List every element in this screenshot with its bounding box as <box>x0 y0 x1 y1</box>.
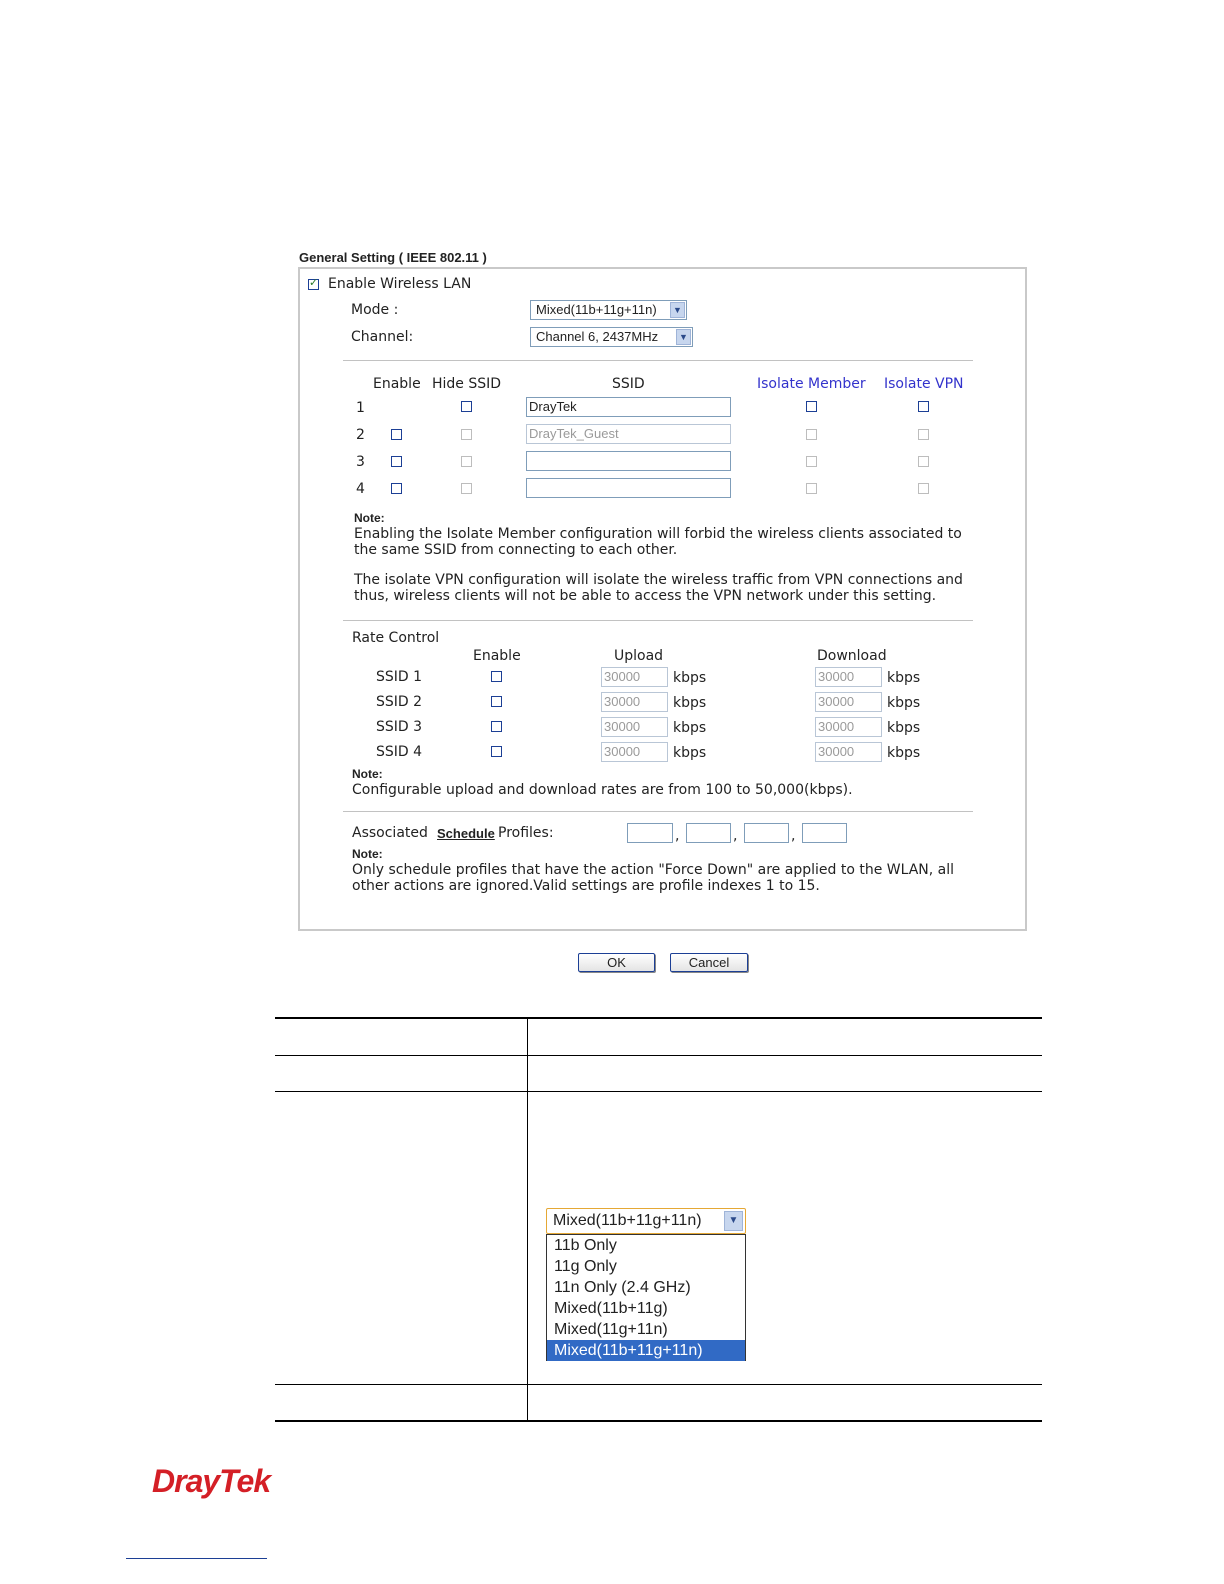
rate-header-upload: Upload <box>614 648 664 664</box>
download-input: 30000 <box>815 667 882 687</box>
schedule-profile-input-4[interactable] <box>802 823 847 843</box>
upload-input: 30000 <box>601 742 668 762</box>
ssid-row-index: 2 <box>356 427 365 443</box>
mode-dropdown-list <box>546 1234 746 1361</box>
note-text: the same SSID from connecting to each other. <box>354 542 678 558</box>
divider <box>343 620 973 621</box>
chevron-down-icon: ▼ <box>724 1211 743 1231</box>
note-heading: Note: <box>352 767 383 781</box>
rate-enable-checkbox[interactable] <box>491 721 502 732</box>
enable-wireless-lan-checkbox[interactable] <box>308 279 319 290</box>
ssid-header-ssid: SSID <box>612 376 645 392</box>
ssid-input[interactable] <box>526 451 731 471</box>
upload-input: 30000 <box>601 667 668 687</box>
chevron-down-icon: ▼ <box>670 302 685 318</box>
isolate-vpn-checkbox <box>918 429 929 440</box>
upload-unit: kbps <box>673 745 707 761</box>
note-heading: Note: <box>352 847 383 861</box>
isolate-member-checkbox <box>806 456 817 467</box>
draytek-logo: DrayTek <box>152 1463 271 1499</box>
download-input: 30000 <box>815 717 882 737</box>
dropdown-option[interactable]: 11b Only <box>554 1237 617 1254</box>
upload-unit: kbps <box>673 720 707 736</box>
note-text: Configurable upload and download rates are from 100 to 50,000(kbps). <box>352 782 853 798</box>
ssid-header-isolate-member: Isolate Member <box>757 376 866 392</box>
dropdown-option[interactable]: Mixed(11b+11g) <box>554 1300 668 1317</box>
isolate-vpn-checkbox <box>918 483 929 494</box>
dropdown-option-selected[interactable]: Mixed(11b+11g+11n) <box>547 1340 745 1361</box>
rate-header-enable: Enable <box>473 648 521 664</box>
ssid-header-isolate-vpn: Isolate VPN <box>884 376 964 392</box>
upload-input: 30000 <box>601 717 668 737</box>
enable-ssid-checkbox[interactable] <box>391 429 402 440</box>
note-text: other actions are ignored.Valid settings are profile indexes 1 to 15. <box>352 878 820 894</box>
rate-row-label: SSID 4 <box>376 744 423 760</box>
ssid-header-hide-ssid: Hide SSID <box>432 376 502 392</box>
upload-input: 30000 <box>601 692 668 712</box>
chevron-down-icon: ▼ <box>676 329 691 345</box>
rate-row-label: SSID 3 <box>376 719 423 735</box>
schedule-label-suffix: Profiles: <box>498 825 554 841</box>
channel-select[interactable] <box>530 327 693 347</box>
isolate-member-checkbox[interactable] <box>806 401 817 412</box>
ssid-row-index: 3 <box>356 454 365 470</box>
mode-select-value: Mixed(11b+11g+11n) <box>536 302 657 317</box>
rate-row-label: SSID 1 <box>376 669 423 685</box>
download-unit: kbps <box>887 670 921 686</box>
channel-label: Channel: <box>351 329 414 345</box>
schedule-profile-input-2[interactable] <box>686 823 731 843</box>
section-title: General Setting ( IEEE 802.11 ) <box>299 250 487 265</box>
download-input: 30000 <box>815 692 882 712</box>
rate-control-title: Rate Control <box>352 630 440 646</box>
hide-ssid-checkbox[interactable] <box>461 401 472 412</box>
cancel-button[interactable]: Cancel <box>670 953 748 972</box>
download-unit: kbps <box>887 720 921 736</box>
mode-dropdown-selected: Mixed(11b+11g+11n) <box>553 1212 702 1229</box>
dropdown-option[interactable]: 11g Only <box>554 1258 617 1275</box>
rate-enable-checkbox[interactable] <box>491 671 502 682</box>
ssid-row-index: 1 <box>356 400 365 416</box>
download-unit: kbps <box>887 745 921 761</box>
divider <box>343 811 973 812</box>
table-rule <box>275 1420 1042 1422</box>
schedule-link[interactable]: Schedule <box>437 826 495 841</box>
mode-label: Mode : <box>351 302 399 318</box>
table-rule <box>275 1091 1042 1092</box>
enable-ssid-checkbox[interactable] <box>391 483 402 494</box>
download-input: 30000 <box>815 742 882 762</box>
schedule-separator: , <box>791 828 796 844</box>
ok-button[interactable]: OK <box>578 953 655 972</box>
table-rule <box>275 1384 1042 1385</box>
ssid-input[interactable]: DrayTek <box>526 397 731 417</box>
ssid-header-enable: Enable <box>373 376 421 392</box>
isolate-member-checkbox <box>806 483 817 494</box>
schedule-separator: , <box>675 828 680 844</box>
schedule-profile-input-3[interactable] <box>744 823 789 843</box>
footer-rule <box>126 1558 267 1559</box>
schedule-profile-input-1[interactable] <box>627 823 673 843</box>
channel-select-value: Channel 6, 2437MHz <box>536 329 659 344</box>
note-text: thus, wireless clients will not be able to access the VPN network under this setting. <box>354 588 937 604</box>
table-rule <box>275 1055 1042 1056</box>
enable-wireless-lan-label: Enable Wireless LAN <box>328 276 472 292</box>
ssid-input[interactable] <box>526 478 731 498</box>
ssid-input: DrayTek_Guest <box>526 424 731 444</box>
table-column-divider <box>527 1018 528 1421</box>
hide-ssid-checkbox <box>461 483 472 494</box>
note-text: Enabling the Isolate Member configuration will forbid the wireless clients associated to <box>354 526 962 542</box>
dropdown-option[interactable]: Mixed(11g+11n) <box>554 1321 668 1338</box>
upload-unit: kbps <box>673 670 707 686</box>
note-heading: Note: <box>354 511 385 525</box>
table-rule <box>275 1017 1042 1019</box>
schedule-label-prefix: Associated <box>352 825 428 841</box>
isolate-member-checkbox <box>806 429 817 440</box>
rate-row-label: SSID 2 <box>376 694 423 710</box>
ssid-row-index: 4 <box>356 481 365 497</box>
rate-enable-checkbox[interactable] <box>491 746 502 757</box>
isolate-vpn-checkbox <box>918 456 929 467</box>
download-unit: kbps <box>887 695 921 711</box>
mode-select[interactable] <box>530 300 687 320</box>
schedule-separator: , <box>733 828 738 844</box>
isolate-vpn-checkbox[interactable] <box>918 401 929 412</box>
divider <box>343 360 973 361</box>
hide-ssid-checkbox <box>461 429 472 440</box>
rate-enable-checkbox[interactable] <box>491 696 502 707</box>
mode-dropdown-select[interactable] <box>546 1208 746 1234</box>
note-text: The isolate VPN configuration will isolate the wireless traffic from VPN connections and <box>354 572 963 588</box>
note-text: Only schedule profiles that have the action "Force Down" are applied to the WLAN, all <box>352 862 955 878</box>
upload-unit: kbps <box>673 695 707 711</box>
rate-header-download: Download <box>817 648 887 664</box>
hide-ssid-checkbox <box>461 456 472 467</box>
enable-ssid-checkbox[interactable] <box>391 456 402 467</box>
dropdown-option[interactable]: 11n Only (2.4 GHz) <box>554 1279 691 1296</box>
